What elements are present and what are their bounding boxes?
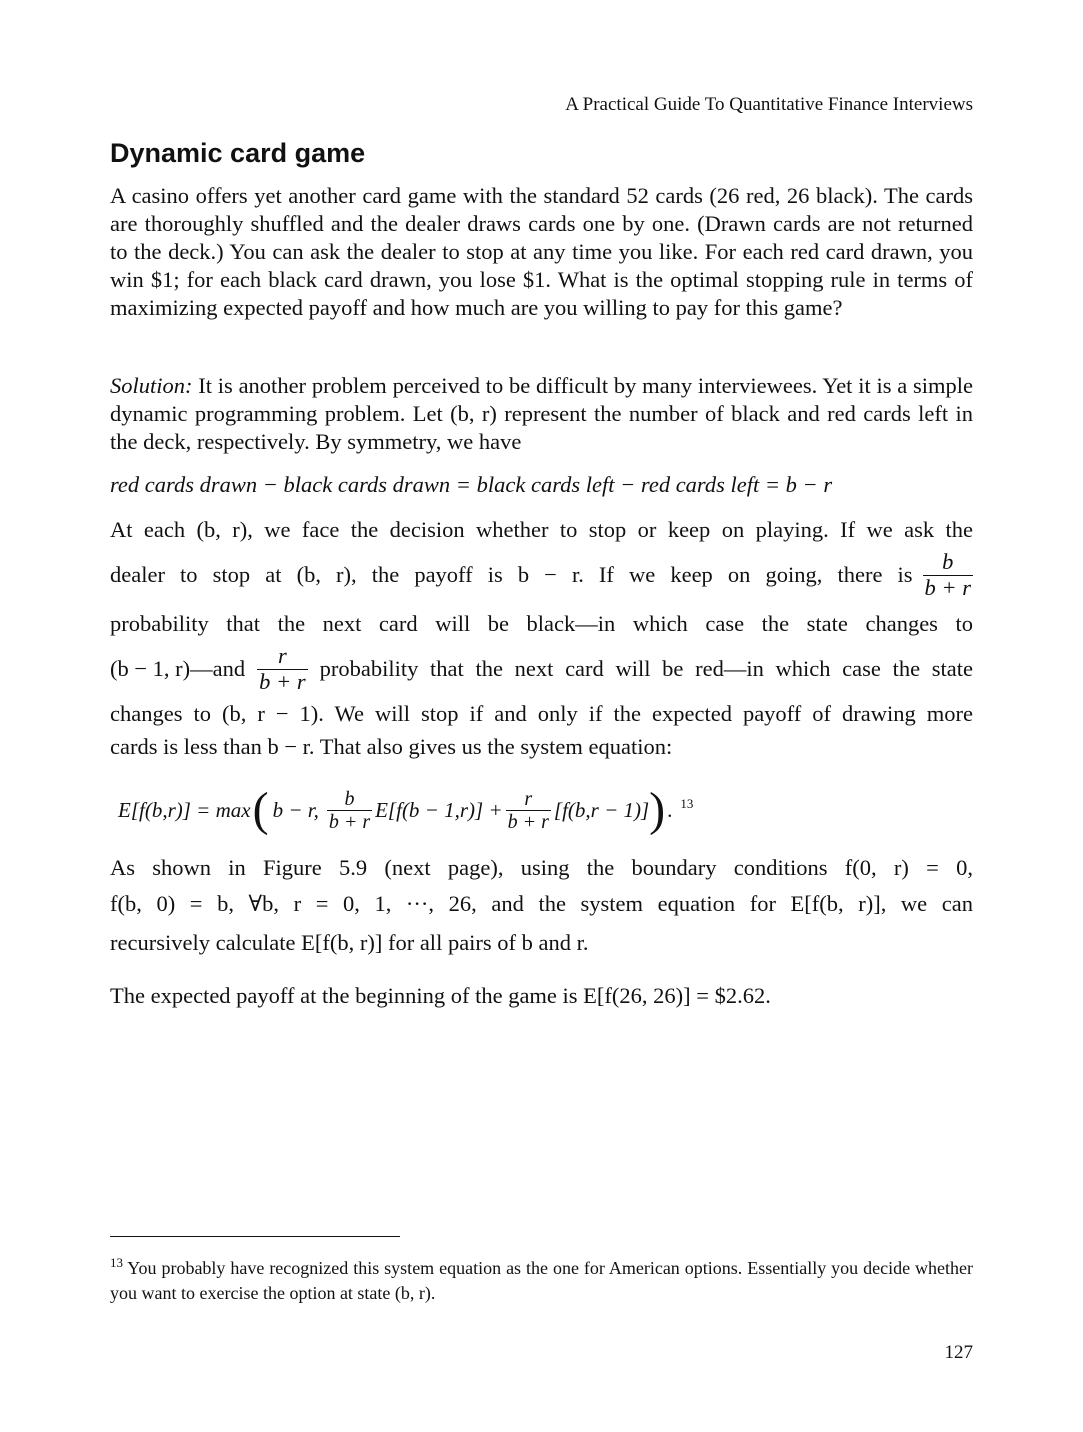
conclusion: The expected payoff at the beginning of the game is E[f(26, 26)] = $2.62.: [110, 983, 771, 1008]
decision-line-1: At each (b, r), we face the decision whether to stop or keep on playing. If we ask the: [110, 517, 973, 542]
fraction-r-over-b-plus-r: $\frac{r}{b + r}$: [259, 643, 306, 694]
decision-line-2: dealer to stop at (b, r), the payoff is b − r. If we keep on going, there is $\frac{b}{b + r}$: [110, 549, 971, 600]
solution-intro: [110, 372, 973, 456]
decision-line-3: probability that the next card will be black—in which case the state changes to: [110, 611, 973, 636]
decision-line-6: cards is less than b − r. That also gives us the system equation:: [110, 734, 673, 759]
boundary-line-2: f(b, 0) = b, ∀b, r = 0, 1, ···, 26, and the system equation for E[f(b, r)], we can: [110, 891, 973, 916]
system-fraction-r: $\frac{r}{b + r}$: [507, 787, 549, 833]
boundary-line-3: recursively calculate E[f(b, r)] for all pairs of b and r.: [110, 930, 589, 955]
footnote: [110, 1250, 973, 1306]
decision-line-5: changes to (b, r − 1). We will stop if and only if the expected payoff of drawing more: [110, 701, 973, 726]
boundary-line-1: As shown in Figure 5.9 (next page), using the boundary conditions f(0, r) = 0,: [110, 855, 973, 880]
solution-label: Solution:: [110, 373, 193, 398]
footnote-divider: [110, 1236, 400, 1237]
system-equation: E[f(b,r)] = max ( b − r, $\frac{b}{b + r}$ E[f(b − 1,r)] + $\frac{r}{b + r}$ [f(b,r − 1)] ) . $^{13}$: [118, 783, 694, 836]
page-number: 127: [944, 1342, 973, 1363]
section-title: Dynamic card game: [110, 138, 366, 168]
problem-statement: A casino offers yet another card game with the standard 52 cards (26 red, 26 black). The cards are thoroughly shuffled and the dealer draws cards one by one. (Drawn cards are not returned to the deck.) You can ask the dealer to stop at any time you like. For each red card drawn, you win $1; for each black card drawn, you lose $1. What is the optimal stopping rule in terms of maximizing expected payoff and how much are you willing to pay for this game?: [110, 183, 973, 320]
symmetry-equation: red cards drawn − black cards drawn = black cards left − red cards left = b − r: [110, 472, 833, 497]
fraction-b-over-b-plus-r: $\frac{b}{b + r}$: [924, 549, 971, 600]
footnote-ref: 13: [680, 796, 694, 811]
system-fraction-b: $\frac{b}{b + r}$: [328, 787, 371, 833]
solution-intro-text: It is another problem perceived to be difficult by many interviewees. Yet it is a simple dynamic programming problem. Let (b, r) represent the number of black and red cards left in the deck, respectively. By symmetry, we have: [110, 373, 974, 454]
footnote-text: You probably have recognized this system equation as the one for American options. Essentially you decide whether you want to exercise the option at state (b, r).: [110, 1258, 973, 1303]
running-header: A Practical Guide To Quantitative Finance Interviews: [565, 94, 973, 115]
footnote-mark: 13: [110, 1255, 123, 1270]
decision-line-4: (b − 1, r)—and $\frac{r}{b + r}$ probability that the next card will be red—in which case the state: [110, 643, 973, 694]
